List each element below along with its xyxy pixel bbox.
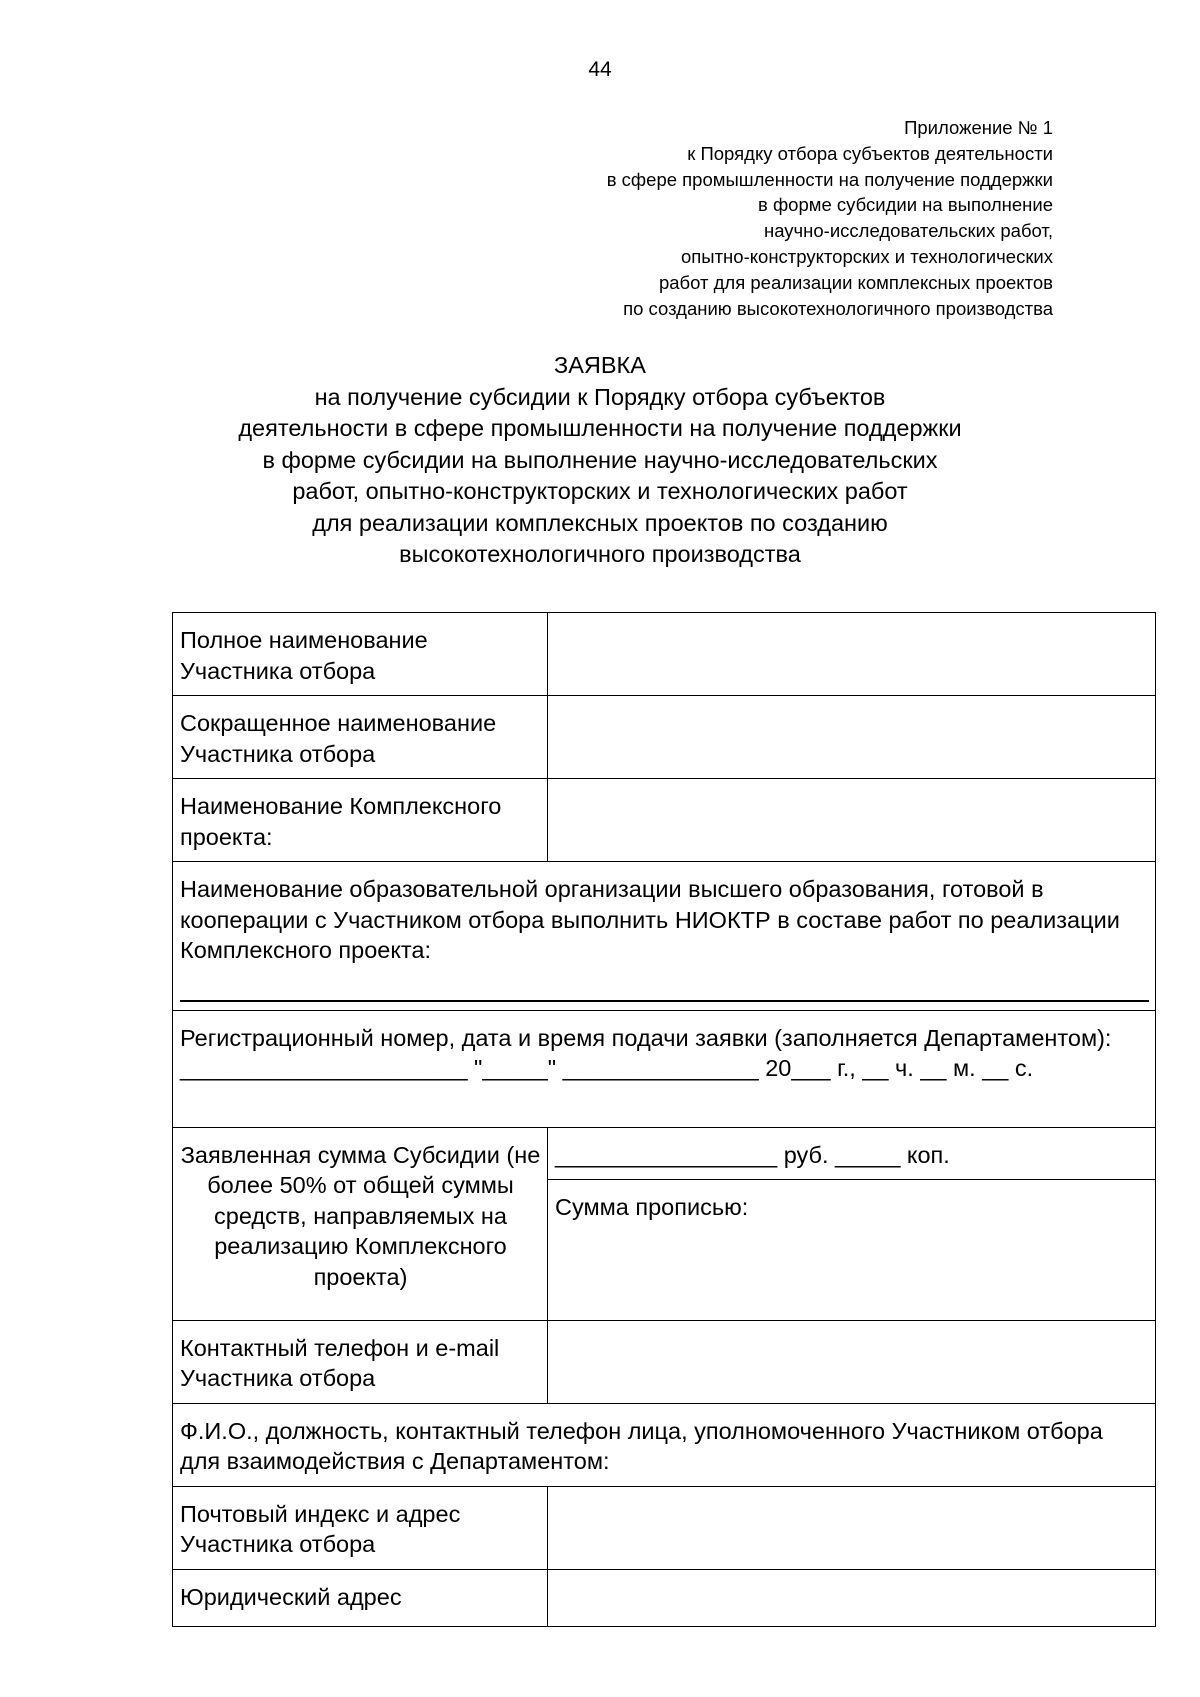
title-line: в форме субсидии на выполнение научно-исследовательских: [262, 446, 938, 473]
table-row: [173, 1403, 1156, 1486]
postal-field[interactable]: [548, 1486, 1156, 1569]
document-title: [0, 350, 1200, 571]
appendix-line: к Порядку отбора субъектов деятельности: [687, 142, 1053, 164]
registration-cell: [173, 1010, 1156, 1127]
table-row: [173, 1569, 1156, 1626]
postal-label: Почтовый индекс и адрес Участника отбора: [173, 1486, 548, 1569]
appendix-header: [433, 115, 1053, 321]
contact-field[interactable]: [548, 1320, 1156, 1403]
full-name-field[interactable]: [548, 613, 1156, 696]
subsidy-words-cell[interactable]: [548, 1179, 1156, 1320]
edu-org-label: Наименование образовательной организации высшего образования, готовой в кооперации с Участником отбора выполнить НИОКТР в составе работ по реализации Комплексного проекта:: [180, 876, 1120, 963]
short-name-field[interactable]: [548, 696, 1156, 779]
legal-address-field[interactable]: [548, 1569, 1156, 1626]
table-row: [173, 1486, 1156, 1569]
title-line: работ, опытно-конструкторских и технологических работ: [292, 478, 908, 504]
fio-label: Ф.И.О., должность, контактный телефон лица, уполномоченного Участником отбора для взаимодействия с Департаментом:: [173, 1403, 1156, 1486]
project-name-label: Наименование Комплексного проекта:: [173, 779, 548, 862]
appendix-line: по созданию высокотехнологичного производства: [623, 297, 1053, 319]
table-row: [173, 862, 1156, 1011]
title-heading: ЗАЯВКА: [554, 352, 646, 378]
table-row: [173, 1127, 1156, 1179]
table-row: [173, 613, 1156, 696]
page-number: 44: [588, 58, 612, 81]
project-name-field[interactable]: [548, 779, 1156, 862]
title-line: для реализации комплексных проектов по созданию: [312, 509, 888, 536]
appendix-line: работ для реализации комплексных проектов: [658, 271, 1053, 293]
full-name-label: Полное наименование Участника отбора: [173, 613, 548, 696]
appendix-line: научно-исследовательских работ,: [763, 220, 1053, 242]
title-line: на получение субсидии к Порядку отбора субъектов: [314, 383, 886, 410]
contact-label: Контактный телефон и e-mail Участника отбора: [173, 1320, 548, 1403]
title-line: деятельности в сфере промышленности на получение поддержки: [238, 415, 962, 441]
table-row: [173, 696, 1156, 779]
registration-label: Регистрационный номер, дата и время подачи заявки (заполняется Департаментом):: [180, 1024, 1112, 1051]
table-row: [173, 779, 1156, 862]
subsidy-words-label: Сумма прописью:: [555, 1193, 749, 1220]
legal-address-label: Юридический адрес: [173, 1569, 548, 1626]
registration-fill-line[interactable]: ______________________ "_____" _______________ 20___ г., __ ч. __ м. __ с.: [180, 1055, 1034, 1081]
application-form-table: [172, 612, 1156, 1627]
appendix-line: опытно-конструкторских и технологических: [680, 245, 1053, 267]
table-row: [173, 1010, 1156, 1127]
short-name-label: Сокращенное наименование Участника отбора: [173, 696, 548, 779]
table-row: [173, 1320, 1156, 1403]
edu-org-cell: [173, 862, 1156, 1011]
title-line: высокотехнологичного производства: [399, 541, 801, 567]
subsidy-label: Заявленная сумма Субсидии (не более 50% от общей суммы средств, направляемых на реализацию Комплексного проекта): [173, 1127, 548, 1320]
subsidy-amount-field[interactable]: _________________ руб. _____ коп.: [548, 1127, 1156, 1179]
appendix-line: в форме субсидии на выполнение: [757, 194, 1053, 216]
appendix-line: Приложение № 1: [904, 117, 1053, 138]
edu-org-field[interactable]: [180, 970, 1149, 1002]
appendix-line: в сфере промышленности на получение поддержки: [606, 168, 1053, 190]
